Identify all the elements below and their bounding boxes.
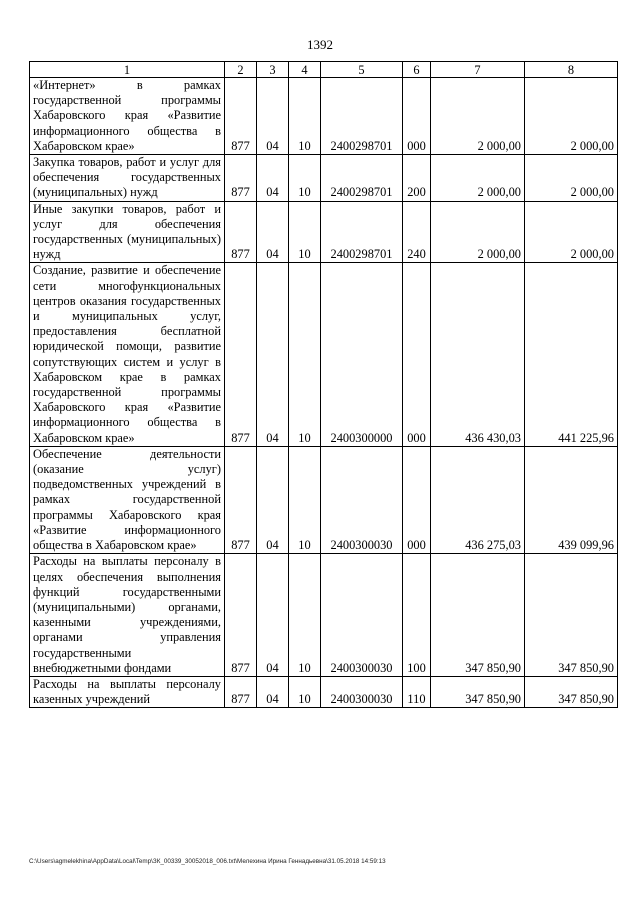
footer-file-path: C:\Users\agmelekhina\AppData\Local\Temp\ЗК_00339_30052018_006.txt\Мелехина Ирина Геннадьевна\31.05.2018 14:59:13 [29,858,386,865]
column-header: 7 [431,62,525,78]
subsection-code-cell: 10 [289,201,321,263]
table-row [30,155,618,202]
amount-year2-cell: 347 850,90 [525,676,618,707]
section-code-cell: 04 [257,676,289,707]
amount-year1-cell: 436 430,03 [431,263,525,446]
target-article-cell: 2400298701 [321,78,403,155]
subsection-code-cell: 10 [289,676,321,707]
subsection-code-cell: 10 [289,446,321,553]
amount-year1-cell: 347 850,90 [431,554,525,677]
grbs-code-cell: 877 [225,676,257,707]
table-row [30,676,618,707]
expense-type-cell: 200 [403,155,431,202]
expense-name-cell: Создание, развитие и обеспечение сети многофункциональных центров оказания государственных и муниципальных услуг, предоставления бесплатной юридической помощи, развитие сопутствующих систем и услуг в Хабаровском крае в рамках государственной программы Хабаровского края «Развитие информационного общества в Хабаровском крае» [30,263,225,446]
grbs-code-cell: 877 [225,78,257,155]
column-header: 4 [289,62,321,78]
table-row [30,78,618,155]
section-code-cell: 04 [257,446,289,553]
table-row [30,554,618,677]
expense-type-cell: 000 [403,446,431,553]
amount-year1-cell: 2 000,00 [431,78,525,155]
amount-year1-cell: 2 000,00 [431,155,525,202]
section-code-cell: 04 [257,554,289,677]
amount-year2-cell: 2 000,00 [525,201,618,263]
grbs-code-cell: 877 [225,263,257,446]
subsection-code-cell: 10 [289,78,321,155]
section-code-cell: 04 [257,155,289,202]
section-code-cell: 04 [257,78,289,155]
subsection-code-cell: 10 [289,263,321,446]
subsection-code-cell: 10 [289,554,321,677]
column-header: 1 [30,62,225,78]
expense-type-cell: 100 [403,554,431,677]
grbs-code-cell: 877 [225,155,257,202]
expense-type-cell: 240 [403,201,431,263]
target-article-cell: 2400300030 [321,676,403,707]
target-article-cell: 2400298701 [321,155,403,202]
column-header: 5 [321,62,403,78]
table-row [30,263,618,446]
expense-name-cell: Иные закупки товаров, работ и услуг для обеспечения государственных (муниципальных) нужд [30,201,225,263]
amount-year2-cell: 347 850,90 [525,554,618,677]
grbs-code-cell: 877 [225,446,257,553]
amount-year1-cell: 347 850,90 [431,676,525,707]
target-article-cell: 2400300000 [321,263,403,446]
expense-name-cell: Закупка товаров, работ и услуг для обеспечения государственных (муниципальных) нужд [30,155,225,202]
amount-year2-cell: 439 099,96 [525,446,618,553]
table-header-row [30,62,618,78]
column-header: 2 [225,62,257,78]
section-code-cell: 04 [257,201,289,263]
amount-year1-cell: 436 275,03 [431,446,525,553]
budget-table [29,61,618,708]
expense-name-cell: «Интернет» в рамках государственной программы Хабаровского края «Развитие информационного общества в Хабаровском крае» [30,78,225,155]
expense-type-cell: 110 [403,676,431,707]
expense-name-cell: Обеспечение деятельности (оказание услуг) подведомственных учреждений в рамках государственной программы Хабаровского края «Развитие информационного общества в Хабаровском крае» [30,446,225,553]
subsection-code-cell: 10 [289,155,321,202]
column-header: 8 [525,62,618,78]
target-article-cell: 2400298701 [321,201,403,263]
target-article-cell: 2400300030 [321,446,403,553]
expense-type-cell: 000 [403,78,431,155]
expense-name-cell: Расходы на выплаты персоналу в целях обеспечения выполнения функций государственными (муниципальными) органами, казенными учреждениями, органами управления государственными внебюджетными фондами [30,554,225,677]
grbs-code-cell: 877 [225,201,257,263]
amount-year1-cell: 2 000,00 [431,201,525,263]
section-code-cell: 04 [257,263,289,446]
amount-year2-cell: 2 000,00 [525,78,618,155]
table-row [30,446,618,553]
column-header: 6 [403,62,431,78]
expense-type-cell: 000 [403,263,431,446]
amount-year2-cell: 441 225,96 [525,263,618,446]
expense-name-cell: Расходы на выплаты персоналу казенных учреждений [30,676,225,707]
table-row [30,201,618,263]
column-header: 3 [257,62,289,78]
target-article-cell: 2400300030 [321,554,403,677]
grbs-code-cell: 877 [225,554,257,677]
page-number: 1392 [307,37,333,52]
amount-year2-cell: 2 000,00 [525,155,618,202]
